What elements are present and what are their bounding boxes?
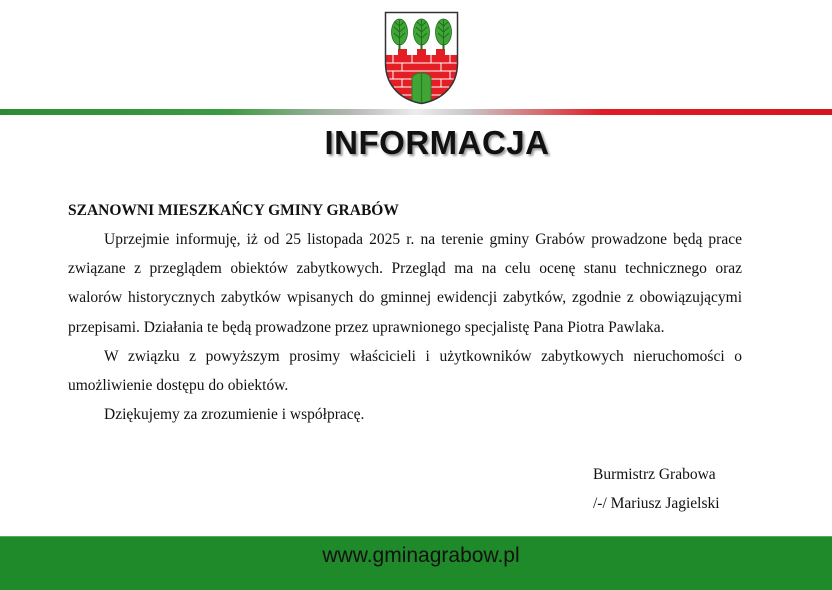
footer-bar xyxy=(0,536,832,590)
letter-body xyxy=(68,196,742,429)
divider-red xyxy=(416,109,832,115)
paragraph: Uprzejmie informuję, iż od 25 listopada 2025 r. na terenie gminy Grabów prowadzone będą prace związane z przeglądem obiektów zabytkowych. Przegląd ma na celu ocenę stanu technicznego oraz walorów historycznych zabytków wpisanych do gminnej ewidencji zabytków, zgodnie z obowiązującymi przepisami. Działania te będą prowadzone przez uprawnionego specjalistę Pana Piotra Pawlaka. xyxy=(68,231,742,336)
greeting: SZANOWNI MIESZKAŃCY GMINY GRABÓW xyxy=(68,202,399,219)
signature-block xyxy=(593,460,720,518)
thanks-line: Dziękujemy za zrozumienie i współpracę. xyxy=(104,406,365,424)
website-link[interactable]: www.gminagrabow.pl xyxy=(322,544,520,567)
document-title: INFORMACJA xyxy=(324,124,550,161)
divider-green xyxy=(0,109,416,115)
coat-of-arms-emblem xyxy=(384,11,459,105)
paragraph: W związku z powyższym prosimy właścicieli i użytkowników zabytkowych nieruchomości o umożliwienie dostępu do obiektów. xyxy=(68,347,742,395)
signature-name: /-/ Mariusz Jagielski xyxy=(593,495,720,512)
signature-role: Burmistrz Grabowa xyxy=(593,466,716,483)
